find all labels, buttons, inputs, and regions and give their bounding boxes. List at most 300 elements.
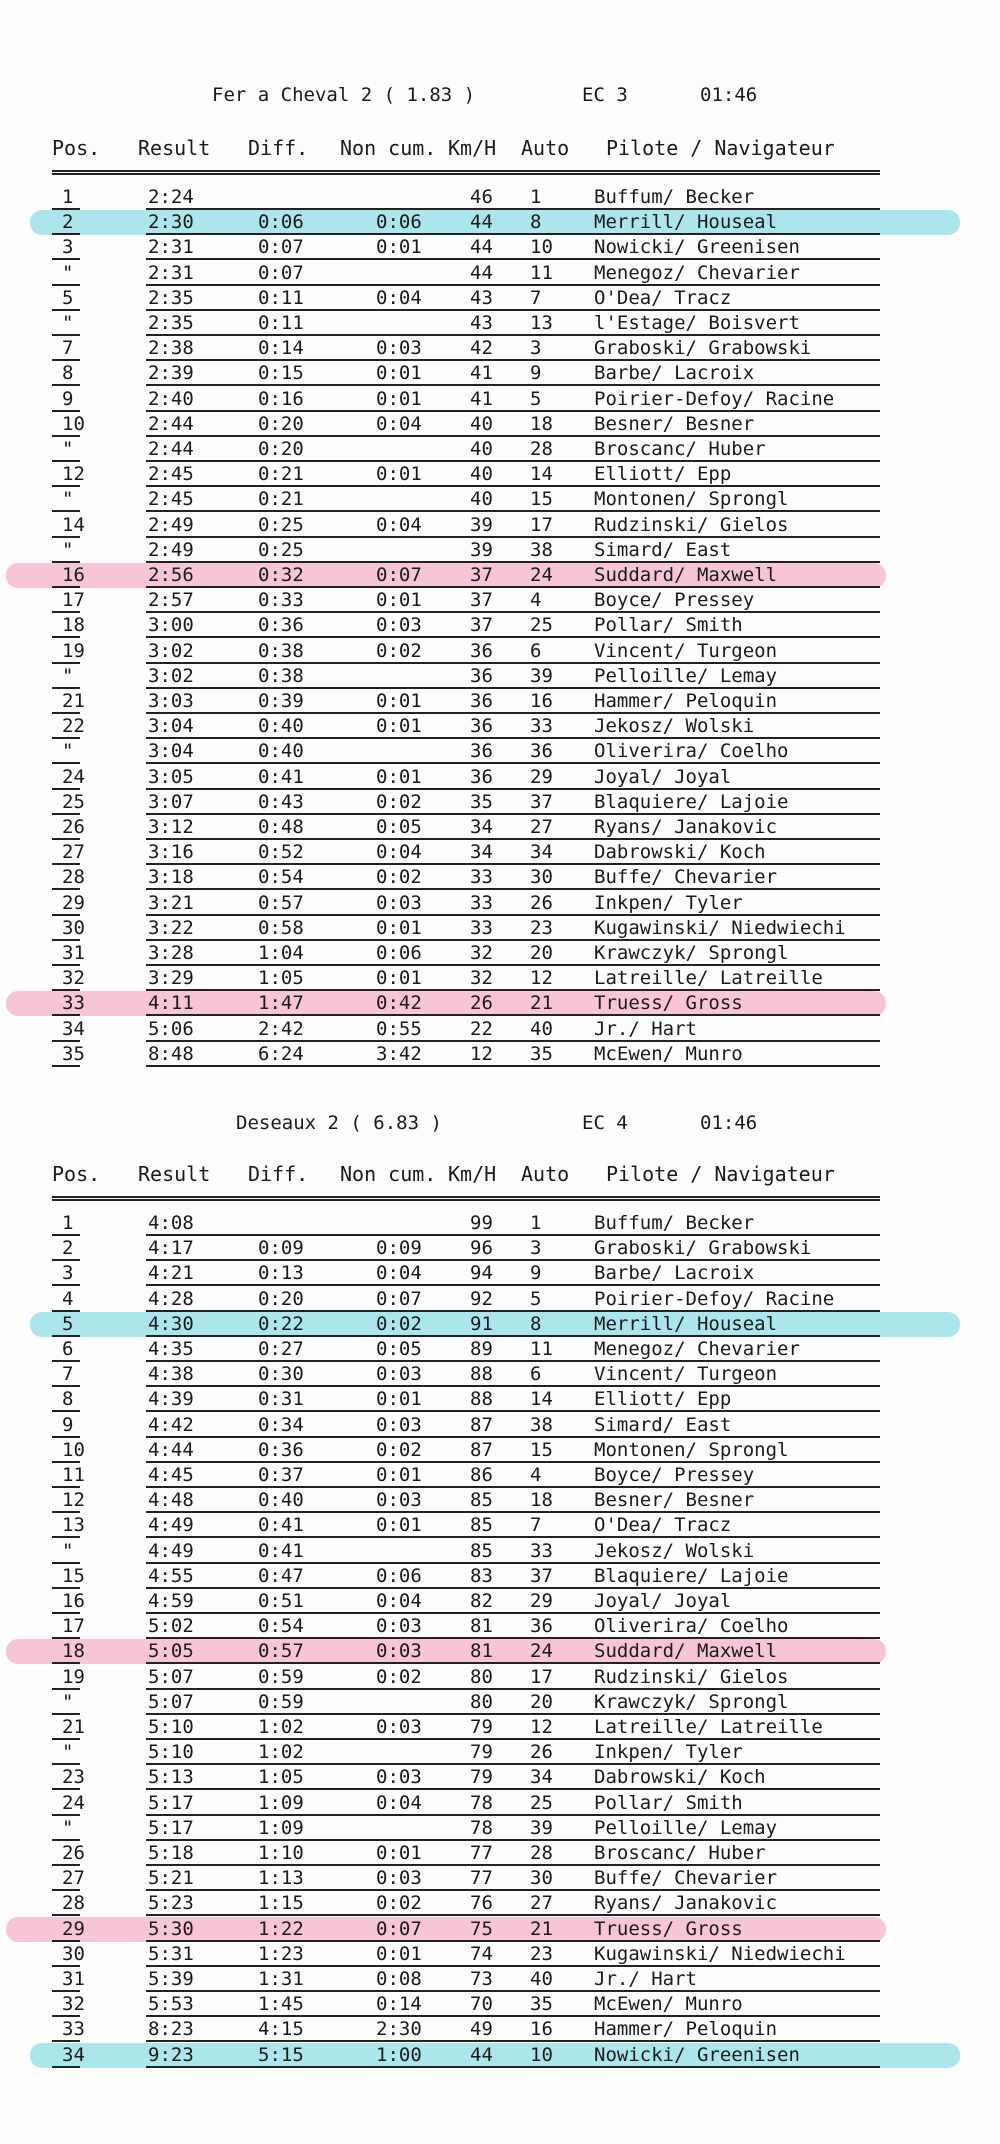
table-row xyxy=(0,538,1000,563)
row-pos: 1 xyxy=(62,1212,74,1234)
row-non-cum: 0:03 xyxy=(376,1413,422,1436)
row-kmh: 22 xyxy=(470,1017,493,1040)
row-pilote: Buffe/ Chevarier xyxy=(594,1867,778,1890)
row-pos: 28 xyxy=(62,1892,85,1915)
row-result: 4:08 xyxy=(148,1212,194,1234)
row-result: 9:23 xyxy=(148,2043,194,2066)
row-kmh: 94 xyxy=(470,1262,493,1285)
row-pilote: Rudzinski/ Gielos xyxy=(594,1665,789,1688)
table-row xyxy=(0,1337,1000,1362)
row-non-cum: 0:02 xyxy=(376,639,422,662)
row-auto: 27 xyxy=(530,1892,553,1915)
row-kmh: 36 xyxy=(470,715,493,738)
row-non-cum: 0:07 xyxy=(376,564,422,586)
table-row xyxy=(0,1287,1000,1312)
table-row xyxy=(0,639,1000,664)
row-auto: 33 xyxy=(530,1539,553,1562)
table-row xyxy=(0,1261,1000,1286)
row-result: 3:05 xyxy=(148,765,194,788)
table-row xyxy=(0,235,1000,260)
table-row xyxy=(0,1967,1000,1992)
row-pilote: Hammer/ Peloquin xyxy=(594,690,778,712)
row-auto: 40 xyxy=(530,1968,553,1990)
row-non-cum: 0:02 xyxy=(376,790,422,813)
row-pilote: McEwen/ Munro xyxy=(594,1993,743,2016)
column-headers xyxy=(0,136,1000,166)
row-result: 3:29 xyxy=(148,967,194,990)
table-row xyxy=(0,916,1000,941)
row-result: 2:57 xyxy=(148,589,194,612)
row-result: 4:49 xyxy=(148,1539,194,1562)
row-auto: 18 xyxy=(530,1489,553,1512)
row-kmh: 36 xyxy=(470,690,493,712)
table-row xyxy=(0,387,1000,412)
row-diff: 0:38 xyxy=(258,664,304,687)
row-auto: 8 xyxy=(530,211,542,234)
table-row xyxy=(0,513,1000,538)
row-kmh: 78 xyxy=(470,1791,493,1814)
row-kmh: 44 xyxy=(470,236,493,259)
row-result: 4:38 xyxy=(148,1363,194,1386)
header-kmh: Km/H xyxy=(448,1162,497,1186)
row-non-cum: 0:03 xyxy=(376,891,422,914)
row-auto: 6 xyxy=(530,1363,542,1386)
row-auto: 18 xyxy=(530,412,553,435)
row-pos: 32 xyxy=(62,1993,85,2016)
row-kmh: 75 xyxy=(470,1917,493,1940)
row-kmh: 36 xyxy=(470,740,493,763)
table-row xyxy=(0,1211,1000,1236)
row-diff: 0:54 xyxy=(258,866,304,889)
row-kmh: 81 xyxy=(470,1615,493,1638)
row-pilote: Merrill/ Houseal xyxy=(594,211,778,234)
stage-time: 01:46 xyxy=(700,84,758,106)
row-non-cum: 0:42 xyxy=(376,992,422,1015)
row-auto: 25 xyxy=(530,614,553,637)
row-pos: 4 xyxy=(62,1287,74,1310)
row-pos: 30 xyxy=(62,916,85,939)
row-diff: 0:06 xyxy=(258,211,304,234)
row-diff: 0:14 xyxy=(258,337,304,360)
table-row xyxy=(0,1614,1000,1639)
row-pos: 31 xyxy=(62,942,85,964)
highlighter-mark xyxy=(6,991,886,1016)
row-kmh: 73 xyxy=(470,1968,493,1990)
table-row xyxy=(0,1042,1000,1067)
row-pos: " xyxy=(62,1741,74,1764)
row-result: 5:30 xyxy=(148,1917,194,1940)
row-kmh: 92 xyxy=(470,1287,493,1310)
row-result: 4:30 xyxy=(148,1312,194,1335)
row-result: 4:42 xyxy=(148,1413,194,1436)
row-diff: 0:25 xyxy=(258,513,304,536)
row-auto: 23 xyxy=(530,1942,553,1965)
row-kmh: 82 xyxy=(470,1590,493,1612)
table-row xyxy=(0,1387,1000,1412)
row-auto: 20 xyxy=(530,1690,553,1713)
row-result: 2:31 xyxy=(148,236,194,259)
row-diff: 1:02 xyxy=(258,1741,304,1764)
row-auto: 33 xyxy=(530,715,553,738)
stage-header xyxy=(0,1112,1000,1142)
row-auto: 10 xyxy=(530,236,553,259)
row-diff: 1:23 xyxy=(258,1942,304,1965)
row-diff: 0:59 xyxy=(258,1690,304,1713)
row-result: 3:16 xyxy=(148,841,194,864)
row-diff: 0:13 xyxy=(258,1262,304,1285)
row-result: 3:00 xyxy=(148,614,194,637)
row-pos: 2 xyxy=(62,1237,74,1260)
table-row xyxy=(0,2043,1000,2068)
row-result: 5:21 xyxy=(148,1867,194,1890)
row-pos: " xyxy=(62,740,74,763)
row-non-cum: 0:01 xyxy=(376,463,422,486)
row-pilote: Dabrowski/ Koch xyxy=(594,841,766,864)
row-result: 4:45 xyxy=(148,1464,194,1486)
row-result: 4:49 xyxy=(148,1514,194,1537)
row-auto: 3 xyxy=(530,337,542,360)
row-pos: 9 xyxy=(62,1413,74,1436)
row-non-cum: 0:01 xyxy=(376,1388,422,1411)
table-row xyxy=(0,1765,1000,1790)
row-pos: 23 xyxy=(62,1766,85,1789)
row-non-cum: 0:04 xyxy=(376,1791,422,1814)
row-pilote: Krawczyk/ Sprongl xyxy=(594,1690,789,1713)
stage-ec: EC 3 xyxy=(582,84,628,106)
row-pilote: Truess/ Gross xyxy=(594,992,743,1015)
table-row xyxy=(0,1740,1000,1765)
table-row xyxy=(0,1665,1000,1690)
header-diff: Diff. xyxy=(248,136,309,160)
row-result: 3:02 xyxy=(148,664,194,687)
table-row xyxy=(0,1992,1000,2017)
row-pos: 18 xyxy=(62,1640,85,1663)
row-kmh: 88 xyxy=(470,1388,493,1411)
table-row xyxy=(0,941,1000,966)
row-pos: 3 xyxy=(62,236,74,259)
row-diff: 0:27 xyxy=(258,1338,304,1360)
row-pos: " xyxy=(62,312,74,334)
row-pos: 28 xyxy=(62,866,85,889)
row-kmh: 83 xyxy=(470,1564,493,1587)
row-non-cum: 0:01 xyxy=(376,916,422,939)
row-result: 2:45 xyxy=(148,488,194,511)
row-diff: 2:42 xyxy=(258,1017,304,1040)
header-non-cum: Non cum. xyxy=(340,136,437,160)
row-auto: 3 xyxy=(530,1237,542,1260)
table-row xyxy=(0,1715,1000,1740)
row-kmh: 35 xyxy=(470,790,493,813)
row-pos: 25 xyxy=(62,790,85,813)
row-non-cum: 0:02 xyxy=(376,1438,422,1461)
row-non-cum: 0:03 xyxy=(376,337,422,360)
row-pilote: Merrill/ Houseal xyxy=(594,1312,778,1335)
row-pilote: Latreille/ Latreille xyxy=(594,1716,823,1738)
row-kmh: 41 xyxy=(470,362,493,385)
stage-name: Deseaux 2 ( 6.83 ) xyxy=(236,1112,442,1134)
table-row xyxy=(0,1413,1000,1438)
row-auto: 35 xyxy=(530,1993,553,2016)
row-pos: 27 xyxy=(62,841,85,864)
row-kmh: 44 xyxy=(470,261,493,284)
row-diff: 0:41 xyxy=(258,765,304,788)
row-non-cum: 0:03 xyxy=(376,614,422,637)
row-pos: 26 xyxy=(62,816,85,838)
row-non-cum: 0:06 xyxy=(376,942,422,964)
row-pilote: Nowicki/ Greenisen xyxy=(594,236,800,259)
row-auto: 11 xyxy=(530,261,553,284)
row-pilote: Blaquiere/ Lajoie xyxy=(594,790,789,813)
header-diff: Diff. xyxy=(248,1162,309,1186)
row-pos: 21 xyxy=(62,1716,85,1738)
row-pilote: Jr./ Hart xyxy=(594,1017,697,1040)
header-pos: Pos. xyxy=(52,1162,101,1186)
row-auto: 10 xyxy=(530,2043,553,2066)
table-row xyxy=(0,1690,1000,1715)
row-non-cum: 0:02 xyxy=(376,1312,422,1335)
row-diff: 0:30 xyxy=(258,1363,304,1386)
row-auto: 37 xyxy=(530,790,553,813)
row-non-cum: 0:01 xyxy=(376,1464,422,1486)
row-result: 4:17 xyxy=(148,1237,194,1260)
row-non-cum: 0:01 xyxy=(376,387,422,410)
row-kmh: 49 xyxy=(470,2018,493,2041)
row-result: 2:44 xyxy=(148,412,194,435)
row-result: 5:53 xyxy=(148,1993,194,2016)
row-result: 5:07 xyxy=(148,1665,194,1688)
row-non-cum: 0:04 xyxy=(376,1262,422,1285)
row-pilote: Broscanc/ Huber xyxy=(594,438,766,460)
row-auto: 27 xyxy=(530,816,553,838)
row-pilote: Vincent/ Turgeon xyxy=(594,1363,778,1386)
row-non-cum: 0:01 xyxy=(376,1842,422,1864)
row-non-cum: 0:04 xyxy=(376,1590,422,1612)
row-pos: 5 xyxy=(62,286,74,309)
row-kmh: 33 xyxy=(470,866,493,889)
row-auto: 25 xyxy=(530,1791,553,1814)
row-diff: 0:20 xyxy=(258,412,304,435)
row-diff: 0:57 xyxy=(258,1640,304,1663)
row-kmh: 34 xyxy=(470,841,493,864)
row-auto: 7 xyxy=(530,286,542,309)
row-auto: 38 xyxy=(530,1413,553,1436)
table-row xyxy=(0,336,1000,361)
row-pilote: Vincent/ Turgeon xyxy=(594,639,778,662)
row-pilote: Ryans/ Janakovic xyxy=(594,1892,778,1915)
row-pos: 17 xyxy=(62,589,85,612)
row-auto: 40 xyxy=(530,1017,553,1040)
row-auto: 9 xyxy=(530,362,542,385)
row-kmh: 76 xyxy=(470,1892,493,1915)
table-row xyxy=(0,1639,1000,1664)
row-pos: 29 xyxy=(62,891,85,914)
row-underline-pos xyxy=(52,1065,80,1067)
row-pilote: Pelloille/ Lemay xyxy=(594,1816,778,1839)
row-result: 4:55 xyxy=(148,1564,194,1587)
row-pilote: Inkpen/ Tyler xyxy=(594,1741,743,1764)
row-auto: 8 xyxy=(530,1312,542,1335)
row-pilote: Joyal/ Joyal xyxy=(594,1590,732,1612)
header-result: Result xyxy=(138,136,211,160)
row-non-cum: 0:01 xyxy=(376,1942,422,1965)
table-row xyxy=(0,1438,1000,1463)
row-pilote: Menegoz/ Chevarier xyxy=(594,261,800,284)
row-non-cum: 0:02 xyxy=(376,866,422,889)
row-diff: 0:40 xyxy=(258,740,304,763)
row-diff: 0:41 xyxy=(258,1514,304,1537)
row-kmh: 32 xyxy=(470,942,493,964)
row-pos: 3 xyxy=(62,1262,74,1285)
row-auto: 39 xyxy=(530,664,553,687)
row-auto: 28 xyxy=(530,438,553,460)
row-pilote: Simard/ East xyxy=(594,1413,732,1436)
row-non-cum: 1:00 xyxy=(376,2043,422,2066)
row-result: 2:40 xyxy=(148,387,194,410)
row-pilote: Inkpen/ Tyler xyxy=(594,891,743,914)
row-pos: 1 xyxy=(62,186,74,208)
row-non-cum: 0:04 xyxy=(376,841,422,864)
row-diff: 0:16 xyxy=(258,387,304,410)
row-non-cum: 0:03 xyxy=(376,1766,422,1789)
row-kmh: 99 xyxy=(470,1212,493,1234)
row-pos: 26 xyxy=(62,1842,85,1864)
row-auto: 21 xyxy=(530,1917,553,1940)
row-pilote: Latreille/ Latreille xyxy=(594,967,823,990)
table-row xyxy=(0,1841,1000,1866)
row-pilote: Blaquiere/ Lajoie xyxy=(594,1564,789,1587)
row-pilote: Oliverira/ Coelho xyxy=(594,740,789,763)
row-pos: 2 xyxy=(62,211,74,234)
row-kmh: 37 xyxy=(470,614,493,637)
row-non-cum: 0:14 xyxy=(376,1993,422,2016)
stage-time: 01:46 xyxy=(700,1112,758,1134)
row-diff: 0:38 xyxy=(258,639,304,662)
row-diff: 1:15 xyxy=(258,1892,304,1915)
row-kmh: 44 xyxy=(470,2043,493,2066)
row-auto: 12 xyxy=(530,967,553,990)
row-diff: 0:20 xyxy=(258,438,304,460)
row-diff: 0:47 xyxy=(258,1564,304,1587)
row-pilote: Simard/ East xyxy=(594,538,732,561)
header-pos: Pos. xyxy=(52,136,101,160)
table-row xyxy=(0,739,1000,764)
row-kmh: 85 xyxy=(470,1514,493,1537)
row-diff: 1:04 xyxy=(258,942,304,964)
stage-name: Fer a Cheval 2 ( 1.83 ) xyxy=(212,84,476,106)
row-pos: 17 xyxy=(62,1615,85,1638)
row-pilote: Poirier-Defoy/ Racine xyxy=(594,1287,835,1310)
row-auto: 11 xyxy=(530,1338,553,1360)
row-pilote: O'Dea/ Tracz xyxy=(594,1514,732,1537)
table-row xyxy=(0,613,1000,638)
row-result: 2:49 xyxy=(148,513,194,536)
row-pilote: Graboski/ Grabowski xyxy=(594,337,812,360)
row-auto: 5 xyxy=(530,387,542,410)
row-kmh: 78 xyxy=(470,1816,493,1839)
row-result: 2:49 xyxy=(148,538,194,561)
table-row xyxy=(0,1312,1000,1337)
row-pos: 19 xyxy=(62,1665,85,1688)
table-row xyxy=(0,1866,1000,1891)
row-pos: 10 xyxy=(62,412,85,435)
row-pos: " xyxy=(62,1690,74,1713)
row-pilote: Besner/ Besner xyxy=(594,1489,755,1512)
table-row xyxy=(0,1539,1000,1564)
table-row xyxy=(0,840,1000,865)
row-pos: 22 xyxy=(62,715,85,738)
row-auto: 28 xyxy=(530,1842,553,1864)
row-pos: 8 xyxy=(62,362,74,385)
row-pos: 9 xyxy=(62,387,74,410)
table-row xyxy=(0,487,1000,512)
row-auto: 30 xyxy=(530,866,553,889)
table-row xyxy=(0,1564,1000,1589)
row-pilote: Kugawinski/ Niedwiechi xyxy=(594,1942,846,1965)
row-pos: 16 xyxy=(62,564,85,586)
row-auto: 23 xyxy=(530,916,553,939)
row-pos: 31 xyxy=(62,1968,85,1990)
row-kmh: 42 xyxy=(470,337,493,360)
row-kmh: 77 xyxy=(470,1842,493,1864)
table-row xyxy=(0,1236,1000,1261)
row-kmh: 91 xyxy=(470,1312,493,1335)
row-result: 2:44 xyxy=(148,438,194,460)
row-result: 3:03 xyxy=(148,690,194,712)
table-row xyxy=(0,689,1000,714)
row-non-cum: 0:08 xyxy=(376,1968,422,1990)
row-result: 5:17 xyxy=(148,1816,194,1839)
row-auto: 4 xyxy=(530,589,542,612)
row-diff: 1:13 xyxy=(258,1867,304,1890)
header-auto: Auto xyxy=(521,136,570,160)
row-diff: 0:25 xyxy=(258,538,304,561)
row-auto: 15 xyxy=(530,488,553,511)
row-result: 4:44 xyxy=(148,1438,194,1461)
row-non-cum: 0:01 xyxy=(376,967,422,990)
row-result: 2:35 xyxy=(148,312,194,334)
row-pos: 29 xyxy=(62,1917,85,1940)
row-result: 5:13 xyxy=(148,1766,194,1789)
row-auto: 21 xyxy=(530,992,553,1015)
row-pilote: Pollar/ Smith xyxy=(594,1791,743,1814)
header-rule xyxy=(52,170,880,175)
row-result: 2:24 xyxy=(148,186,194,208)
row-diff: 0:22 xyxy=(258,1312,304,1335)
row-non-cum: 0:01 xyxy=(376,690,422,712)
row-pos: " xyxy=(62,1539,74,1562)
row-auto: 39 xyxy=(530,1816,553,1839)
table-row xyxy=(0,1513,1000,1538)
row-pilote: Pollar/ Smith xyxy=(594,614,743,637)
row-pilote: Dabrowski/ Koch xyxy=(594,1766,766,1789)
row-diff: 0:20 xyxy=(258,1287,304,1310)
row-pilote: Broscanc/ Huber xyxy=(594,1842,766,1864)
row-pilote: Menegoz/ Chevarier xyxy=(594,1338,800,1360)
row-pos: 7 xyxy=(62,1363,74,1386)
row-kmh: 44 xyxy=(470,211,493,234)
row-non-cum: 0:03 xyxy=(376,1716,422,1738)
row-non-cum: 0:01 xyxy=(376,589,422,612)
row-auto: 29 xyxy=(530,1590,553,1612)
row-non-cum: 0:03 xyxy=(376,1867,422,1890)
row-auto: 5 xyxy=(530,1287,542,1310)
row-kmh: 96 xyxy=(470,1237,493,1260)
row-pilote: Graboski/ Grabowski xyxy=(594,1237,812,1260)
row-result: 3:22 xyxy=(148,916,194,939)
row-kmh: 87 xyxy=(470,1438,493,1461)
row-diff: 0:41 xyxy=(258,1539,304,1562)
row-non-cum: 2:30 xyxy=(376,2018,422,2041)
